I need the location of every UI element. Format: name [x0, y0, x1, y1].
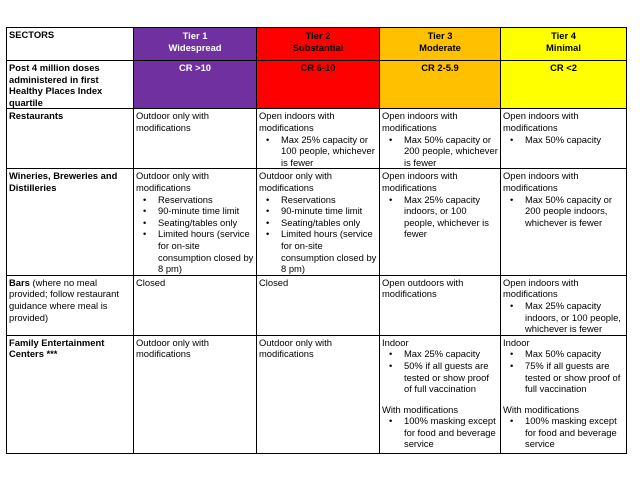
list-item: • Seating/tables only	[281, 217, 377, 229]
list-item: • Reservations	[158, 194, 254, 206]
case-rate-row	[7, 61, 627, 109]
list-item: • Reservations	[281, 194, 377, 206]
cell-text: Open indoors with modifications	[382, 170, 458, 193]
cell-text: Indoor	[382, 336, 409, 348]
tier-2-number: Tier 2	[305, 30, 331, 41]
restaurants-tier-1	[134, 109, 257, 169]
family-tier-3	[380, 335, 501, 453]
wineries-label: Wineries, Breweries and Distilleries	[7, 169, 134, 275]
list-item: • Limited hours (service for on-site consumption closed by 8 pm)	[158, 228, 254, 274]
cell-text: Outdoor only with modifications	[136, 170, 209, 193]
list-item: • 75% if all guests are tested or show proof of full vaccination	[525, 360, 624, 395]
cell-text: With modifications	[503, 403, 580, 415]
cell-text: Open indoors with modifications	[503, 170, 579, 193]
list-item: • Limited hours (service for on-site consumption closed by 8 pm)	[281, 228, 377, 274]
tier-1-number: Tier 1	[182, 30, 208, 41]
list-item: • Max 25% capacity indoors, or 100 people, whichever is fewer	[404, 194, 498, 240]
list-item: • Max 50% capacity	[525, 134, 624, 146]
family-entertainment-row	[7, 335, 627, 453]
bullet-list	[382, 194, 498, 240]
bullet-list	[503, 194, 624, 229]
bullet-list	[503, 300, 624, 335]
restaurants-tier-4	[501, 109, 627, 169]
list-item: • Max 25% capacity	[404, 348, 498, 360]
sectors-heading: SECTORS	[7, 28, 134, 61]
bars-label-bold: Bars	[9, 276, 30, 288]
tier-3-heading	[380, 28, 501, 61]
restaurants-label: Restaurants	[7, 109, 134, 169]
bars-label	[7, 275, 134, 335]
tier-4-name: Minimal	[546, 41, 581, 53]
bars-tier-1	[134, 275, 257, 335]
bullet-list	[503, 134, 624, 146]
tier-1-heading	[134, 28, 257, 61]
cell-text: Open indoors with modifications	[382, 110, 458, 133]
bullet-list	[503, 348, 624, 394]
cell-text: Outdoor only with modifications	[136, 336, 209, 360]
case-rate-label: Post 4 million doses administered in first Healthy Places Index quartile	[7, 61, 134, 109]
tier-4-heading	[501, 28, 627, 61]
family-entertainment-label: Family Entertainment Centers ***	[7, 335, 134, 453]
list-item: • 90-minute time limit	[281, 205, 377, 217]
cell-text: Outdoor only with modifications	[259, 336, 332, 360]
bullet-list	[503, 415, 624, 450]
wineries-row	[7, 169, 627, 275]
tier-2-case-rate: CR 6-10	[257, 61, 380, 109]
tier-2-name: Substantial	[292, 41, 344, 53]
header-row	[7, 28, 627, 61]
tier-3-name: Moderate	[419, 41, 461, 53]
cell-text: Open indoors with modifications	[503, 110, 579, 133]
list-item: • Max 50% capacity	[525, 348, 624, 360]
list-item: • 100% masking except for food and beverage service	[525, 415, 624, 450]
cell-text: With modifications	[382, 403, 459, 415]
bullet-list	[136, 194, 254, 275]
cell-text: Indoor	[503, 336, 530, 348]
bullet-list	[382, 415, 498, 450]
tier-4-case-rate: CR <2	[501, 61, 627, 109]
list-item: • 50% if all guests are tested or show proof of full vaccination	[404, 360, 498, 395]
tier-3-number: Tier 3	[427, 30, 453, 41]
list-item: • Max 25% capacity or 100 people, whichever is fewer	[281, 134, 377, 169]
list-item: • 90-minute time limit	[158, 205, 254, 217]
tier-table	[6, 27, 627, 454]
tier-1-case-rate: CR >10	[134, 61, 257, 109]
bars-tier-4	[501, 275, 627, 335]
bars-tier-3	[380, 275, 501, 335]
bars-label-note: (where no meal provided; follow restaurant guidance where meal is provided)	[9, 276, 119, 323]
bars-tier-2	[257, 275, 380, 335]
cell-text: Open indoors with modifications	[503, 276, 579, 300]
tier-2-heading	[257, 28, 380, 61]
family-tier-1	[134, 335, 257, 453]
list-item: • Max 50% capacity or 200 people, whichever is fewer	[404, 134, 498, 169]
list-item: • Max 50% capacity or 200 people indoors, whichever is fewer	[525, 194, 624, 229]
family-tier-4	[501, 335, 627, 453]
tier-3-case-rate: CR 2-5.9	[380, 61, 501, 109]
restaurants-tier-3	[380, 109, 501, 169]
wineries-tier-2	[257, 169, 380, 275]
cell-text: Closed	[136, 276, 166, 288]
wineries-tier-3	[380, 169, 501, 275]
wineries-tier-4	[501, 169, 627, 275]
cell-text: Outdoor only with modifications	[259, 170, 332, 193]
bullet-list	[259, 194, 377, 275]
wineries-tier-1	[134, 169, 257, 275]
cell-text: Outdoor only with modifications	[136, 110, 209, 133]
tier-4-number: Tier 4	[551, 30, 576, 41]
bullet-list	[382, 348, 498, 394]
tier-1-name: Widespread	[168, 41, 222, 53]
list-item: • 100% masking except for food and beverage service	[404, 415, 498, 450]
cell-text: Open outdoors with modifications	[382, 276, 464, 300]
cell-text: Closed	[259, 276, 289, 288]
list-item: • Max 25% capacity indoors, or 100 people, whichever is fewer	[525, 300, 624, 335]
cell-text: Open indoors with modifications	[259, 110, 335, 133]
bars-row	[7, 275, 627, 335]
bullet-list	[382, 134, 498, 169]
restaurants-tier-2	[257, 109, 380, 169]
list-item: • Seating/tables only	[158, 217, 254, 229]
family-tier-2	[257, 335, 380, 453]
bullet-list	[259, 134, 377, 169]
restaurants-row	[7, 109, 627, 169]
